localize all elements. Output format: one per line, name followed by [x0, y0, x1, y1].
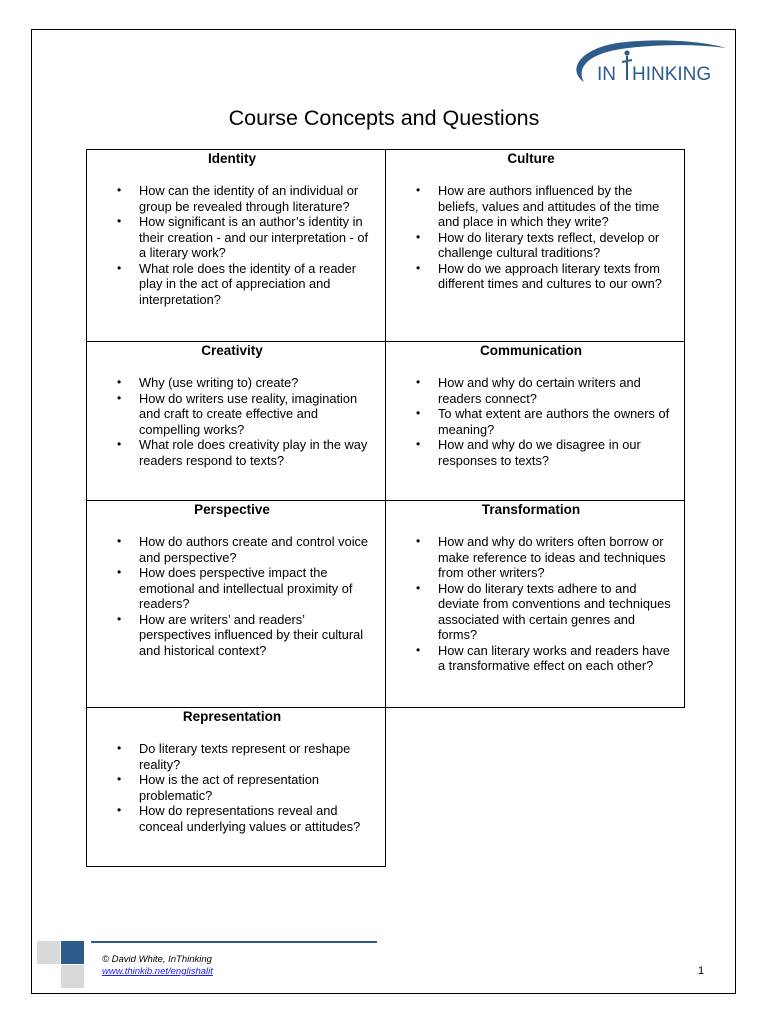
page-title: Course Concepts and Questions [228, 106, 540, 130]
question-list [87, 375, 377, 468]
question-item: • How does perspective impact the emotional and intellectual proximity of readers? [139, 565, 377, 612]
question-item: • How significant is an author’s identity in their creation - and our interpretation - of a literary work? [139, 214, 377, 261]
question-item: • How and why do certain writers and readers connect? [438, 375, 676, 406]
question-item: • Why (use writing to) create? [139, 375, 377, 391]
question-item: • What role does creativity play in the way readers respond to texts? [139, 437, 377, 468]
question-item: • To what extent are authors the owners of meaning? [438, 406, 676, 437]
empty-cell [385, 707, 685, 867]
question-item: • How is the act of representation problematic? [139, 772, 377, 803]
concept-heading: Representation [182, 709, 282, 724]
question-item: • How do writers use reality, imagination and craft to create effective and compelling works? [139, 391, 377, 438]
question-item: • How do we approach literary texts from different times and cultures to our own? [438, 261, 676, 292]
concept-heading: Perspective [194, 502, 270, 517]
concept-cell-transformation [385, 500, 685, 708]
question-item: • How and why do we disagree in our responses to texts? [438, 437, 676, 468]
question-item: • How can the identity of an individual or group be revealed through literature? [139, 183, 377, 214]
logo-text-in: IN [597, 64, 616, 85]
question-item: • How are authors influenced by the beliefs, values and attitudes of the time and place in which they write? [438, 183, 676, 230]
question-list [87, 741, 377, 834]
footer-rule [91, 941, 377, 943]
concept-cell-culture [385, 149, 685, 342]
question-item: • How do authors create and control voice and perspective? [139, 534, 377, 565]
logo-text-hinking: HINKING [632, 64, 712, 85]
concept-cell-identity [86, 149, 386, 342]
concept-heading: Transformation [481, 502, 581, 517]
question-list [386, 375, 676, 468]
concept-heading: Communication [479, 343, 582, 358]
concept-cell-representation [86, 707, 386, 867]
concept-cell-perspective [86, 500, 386, 708]
question-item: • How do literary texts adhere to and deviate from conventions and techniques associated with certain genres and forms? [438, 581, 676, 643]
concept-cell-communication [385, 341, 685, 501]
question-list [87, 183, 377, 307]
question-item: • Do literary texts represent or reshape reality? [139, 741, 377, 772]
page-number: 1 [698, 965, 705, 977]
concept-heading: Culture [507, 151, 555, 166]
inthinking-logo [566, 36, 728, 88]
question-list [386, 183, 676, 292]
question-item: • What role does the identity of a reader play in the act of appreciation and interpretation? [139, 261, 377, 308]
question-item: • How are writers’ and readers’ perspectives influenced by their cultural and historical context? [139, 612, 377, 659]
footer-credit: © David White, InThinking [102, 954, 212, 965]
question-item: • How do representations reveal and conceal underlying values or attitudes? [139, 803, 377, 834]
footer-link[interactable]: www.thinkib.net/englishalit [102, 966, 213, 977]
concepts-table [86, 149, 684, 866]
question-item: • How can literary works and readers have a transformative effect on each other? [438, 643, 676, 674]
concept-heading: Creativity [201, 343, 263, 358]
question-list [87, 534, 377, 658]
concept-heading: Identity [207, 151, 256, 166]
concept-cell-creativity [86, 341, 386, 501]
question-list [386, 534, 676, 674]
question-item: • How and why do writers often borrow or make reference to ideas and techniques from other writers? [438, 534, 676, 581]
question-item: • How do literary texts reflect, develop or challenge cultural traditions? [438, 230, 676, 261]
footer-squares-decoration [37, 941, 85, 989]
